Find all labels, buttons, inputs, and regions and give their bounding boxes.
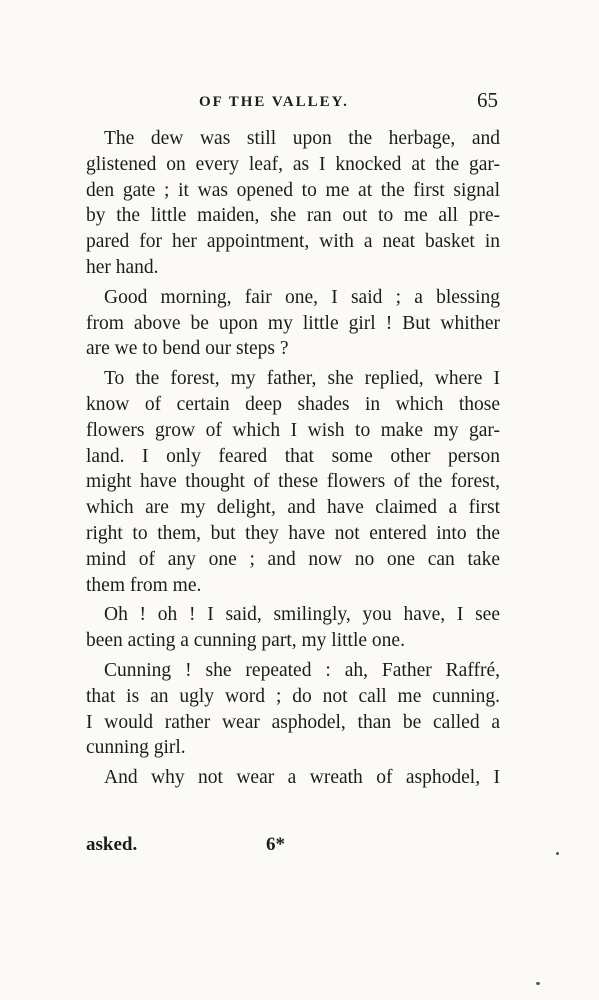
text-line: been acting a cunning part, my little one. (86, 630, 405, 652)
text-line: might have thought of these flowers of the forest, (86, 471, 500, 493)
text-line: them from me. (86, 574, 202, 596)
text-line: I would rather wear asphodel, than be called a (86, 711, 500, 733)
text-line: den gate ; it was opened to me at the first signal (86, 179, 500, 201)
text-line: which are my delight, and have claimed a first (86, 497, 500, 519)
text-line: from above be upon my little girl ! But whither (86, 312, 500, 334)
signature-mark: 6* (266, 834, 285, 855)
text-line: are we to bend our steps ? (86, 338, 289, 360)
ink-speck (556, 852, 559, 855)
text-line: cunning girl. (86, 737, 186, 759)
running-head: OF THE VALLEY. (199, 94, 349, 110)
text-line: To the forest, my father, she replied, where I (104, 368, 500, 390)
text-line: Good morning, fair one, I said ; a blessing (104, 286, 500, 308)
text-line: glistened on every leaf, as I knocked at the gar- (86, 153, 500, 175)
text-line: pared for her appointment, with a neat basket in (86, 231, 500, 253)
text-line: Oh ! oh ! I said, smilingly, you have, I see (104, 604, 500, 626)
text-line: right to them, but they have not entered into the (86, 522, 500, 544)
text-line: that is an ugly word ; do not call me cunning. (86, 685, 500, 707)
text-line: Cunning ! she repeated : ah, Father Raffré, (104, 659, 500, 681)
text-line: by the little maiden, she ran out to me all pre- (86, 205, 500, 227)
text-line: And why not wear a wreath of asphodel, I (104, 767, 500, 789)
page-footer (86, 834, 500, 860)
text-line: know of certain deep shades in which those (86, 393, 500, 415)
catchword: asked. (86, 834, 138, 855)
text-line: flowers grow of which I wish to make my gar- (86, 419, 500, 441)
text-line: land. I only feared that some other person (86, 445, 500, 467)
text-line: The dew was still upon the herbage, and (104, 128, 500, 149)
body-text (86, 126, 500, 791)
page-number: 65 (477, 88, 498, 112)
ink-speck (536, 982, 540, 985)
page-header (86, 88, 500, 118)
text-line: mind of any one ; and now no one can take (86, 548, 500, 570)
text-line: her hand. (86, 256, 159, 278)
